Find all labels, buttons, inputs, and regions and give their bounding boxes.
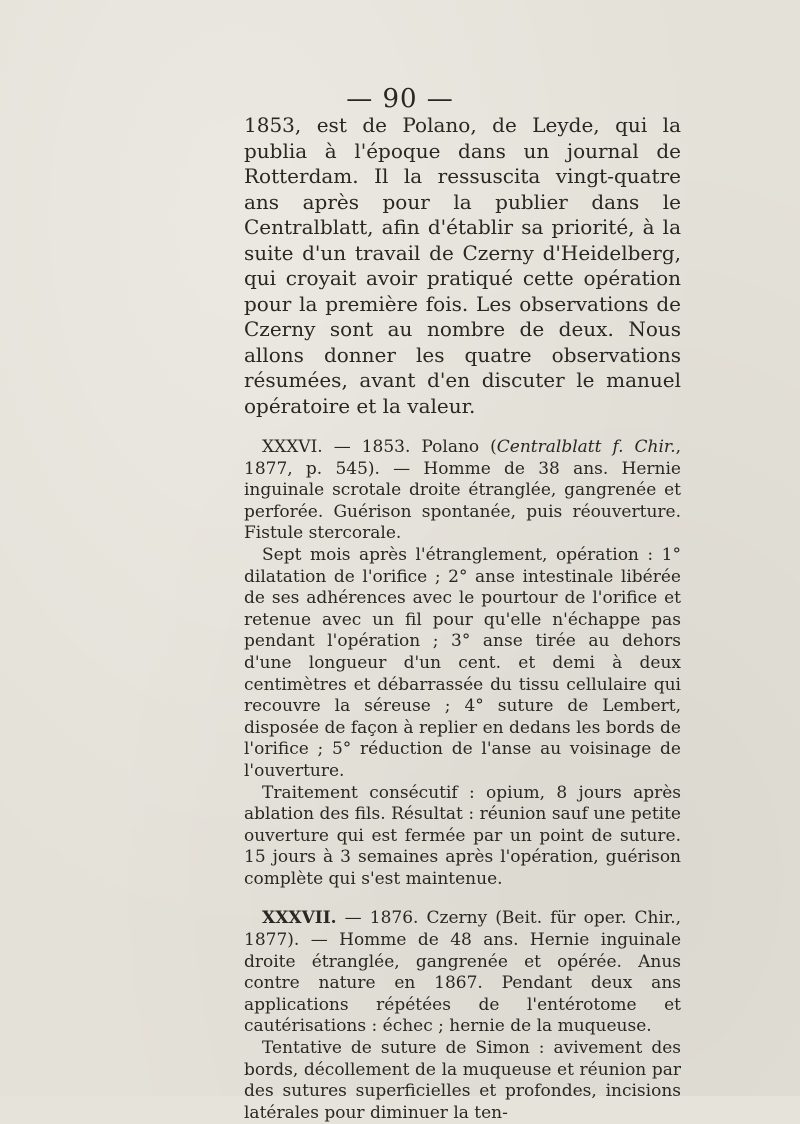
- case-xxxvi-outcome: Traitement consécutif : opium, 8 jours après ablation des fils. Résultat : réunion sauf une petite ouverture qui est fermée par un point de suture. 15 jours à 3 semaines après l'opération, guérison complète qui s'est maintenue.: [244, 782, 681, 889]
- case-source-title: Centralblatt f. Chir.: [496, 437, 676, 457]
- case-xxxvii-attempt: Tentative de suture de Simon : avivement des bords, décollement de la muqueuse et réunion par des sutures superficielles et profondes, incisions latérales pour diminuer la ten-: [244, 1038, 681, 1123]
- case-xxxvi: [244, 437, 681, 890]
- case-dash: —: [322, 437, 362, 457]
- case-xxxvi-operation: Sept mois après l'étranglement, opération : 1° dilatation de l'orifice ; 2° anse intestinale libérée de ses adhérences avec le pourtour de l'orifice et retenue avec un fil pour qu'elle n'échappe pas pendant l'opération ; 3° anse tirée au dehors d'une longueur d'un cent. et demi à deux centimètres et débarrassée du tissu cellulaire qui recouvre la séreuse ; 4° suture de Lembert, disposée de façon à replier en dedans les bords de l'orifice ; 5° réduction de l'anse au voisinage de l'ouverture.: [244, 544, 681, 781]
- case-xxxvi-summary: [244, 437, 681, 545]
- intro-paragraph: 1853, est de Polano, de Leyde, qui la publia à l'époque dans un journal de Rotterdam. Il la ressuscita vingt-quatre ans après pour la publier dans le Centralblatt, afin d'établir sa priorité, à la suite d'un travail de Czerny d'Heidelberg, qui croyait avoir pratiqué cette opération pour la première fois. Les observations de Czerny sont au nombre de deux. Nous allons donner les quatre observations résumées, avant d'en discuter le manuel opératoire et la valeur.: [244, 113, 681, 418]
- page-body: [244, 113, 681, 1124]
- intro-section: [244, 113, 681, 419]
- case-xxxvii: [244, 908, 681, 1124]
- case-year-author: 1853. Polano (: [361, 437, 497, 457]
- case-summary-text: 1876. Czerny (Beit. für oper. Chir., 1877). — Homme de 48 ans. Hernie inguinale droite étranglée, gangrenée et opérée. Anus contre nature en 1867. Pendant deux ans applications répétées de l'entérotome et cautérisations : échec ; hernie de la muqueuse.: [244, 908, 682, 1037]
- page-number: — 90 —: [346, 84, 454, 114]
- case-summary-text: , 1877, p. 545). — Homme de 38 ans. Hernie inguinale scrotale droite étranglée, gangrenée et perforée. Guérison spontanée, puis réouverture. Fistule stercorale.: [244, 437, 681, 544]
- case-xxxvii-summary: [244, 908, 681, 1038]
- case-number: XXXVII.: [262, 908, 337, 929]
- case-dash: —: [336, 908, 370, 929]
- case-number: XXXVI.: [262, 437, 323, 457]
